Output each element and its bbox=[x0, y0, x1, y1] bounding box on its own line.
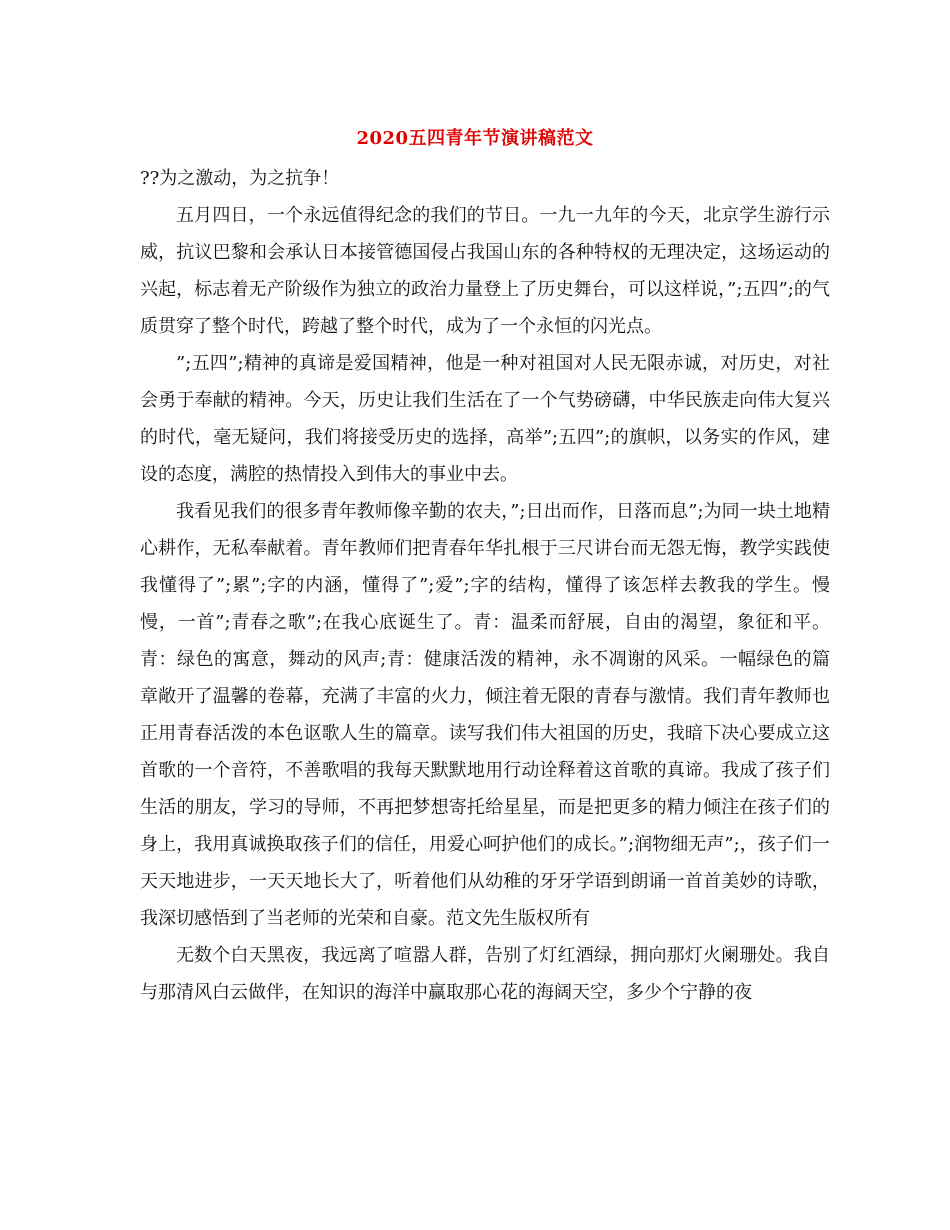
paragraph-3: ”;五四”;精神的真谛是爱国精神，他是一种对祖国对人民无限赤诚，对历史，对社会勇于奉献的精神。今天，历史让我们生活在了一个气势磅礴，中华民族走向伟大复兴的时代，毫无疑问，我们将接受历史的选择，高举”;五四”;的旗帜，以务实的作风，建设的态度，满腔的热情投入到伟大的事业中去。 bbox=[140, 353, 830, 485]
document-title: 2020五四青年节演讲稿范文 bbox=[356, 128, 594, 149]
paragraph-4: 我看见我们的很多青年教师像辛勤的农夫，”;日出而作，日落而息”;为同一块土地精心耕作，无私奉献着。青年教师们把青春年华扎根于三尺讲台而无怨无悔，教学实践使我懂得了”;累”;字的内涵，懂得了”;爱”;字的结构，懂得了该怎样去教我的学生。慢慢，一首”;青春之歌”;在我心底诞生了。青：温柔而舒展，自由的渴望，象征和平。青：绿色的寓意，舞动的风声;青：健康活泼的精神，永不凋谢的风采。一幅绿色的篇章敞开了温馨的卷幕，充满了丰富的火力，倾注着无限的青春与激情。我们青年教师也正用青春活泼的本色讴歌人生的篇章。读写我们伟大祖国的历史，我暗下决心要成立这首歌的一个音符，不善歌唱的我每天默默地用行动诠释着这首歌的真谛。我成了孩子们生活的朋友，学习的导师，不再把梦想寄托给星星，而是把更多的精力倾注在孩子们的身上，我用真诚换取孩子们的信任，用爱心呵护他们的成长。”;润物细无声”;，孩子们一天天地进步，一天天地长大了，听着他们从幼稚的牙牙学语到朗诵一首首美妙的诗歌，我深切感悟到了当老师的光荣和自豪。范文先生版权所有 bbox=[140, 501, 830, 929]
paragraph-5: 无数个白天黑夜，我远离了喧嚣人群，告别了灯红酒绿，拥向那灯火阑珊处。我自与那清风白云做伴，在知识的海洋中赢取那心花的海阔天空，多少个宁静的夜 bbox=[140, 945, 830, 1003]
paragraph-2: 五月四日，一个永远值得纪念的我们的节日。一九一九年的今天，北京学生游行示威，抗议巴黎和会承认日本接管德国侵占我国山东的各种特权的无理决定，这场运动的兴起，标志着无产阶级作为独立的政治力量登上了历史舞台，可以这样说，”;五四”;的气质贯穿了整个时代，跨越了整个时代，成为了一个永恒的闪光点。 bbox=[140, 205, 830, 337]
paragraph-1: ??为之激动，为之抗争！ bbox=[140, 168, 340, 189]
document-body bbox=[140, 160, 830, 1011]
